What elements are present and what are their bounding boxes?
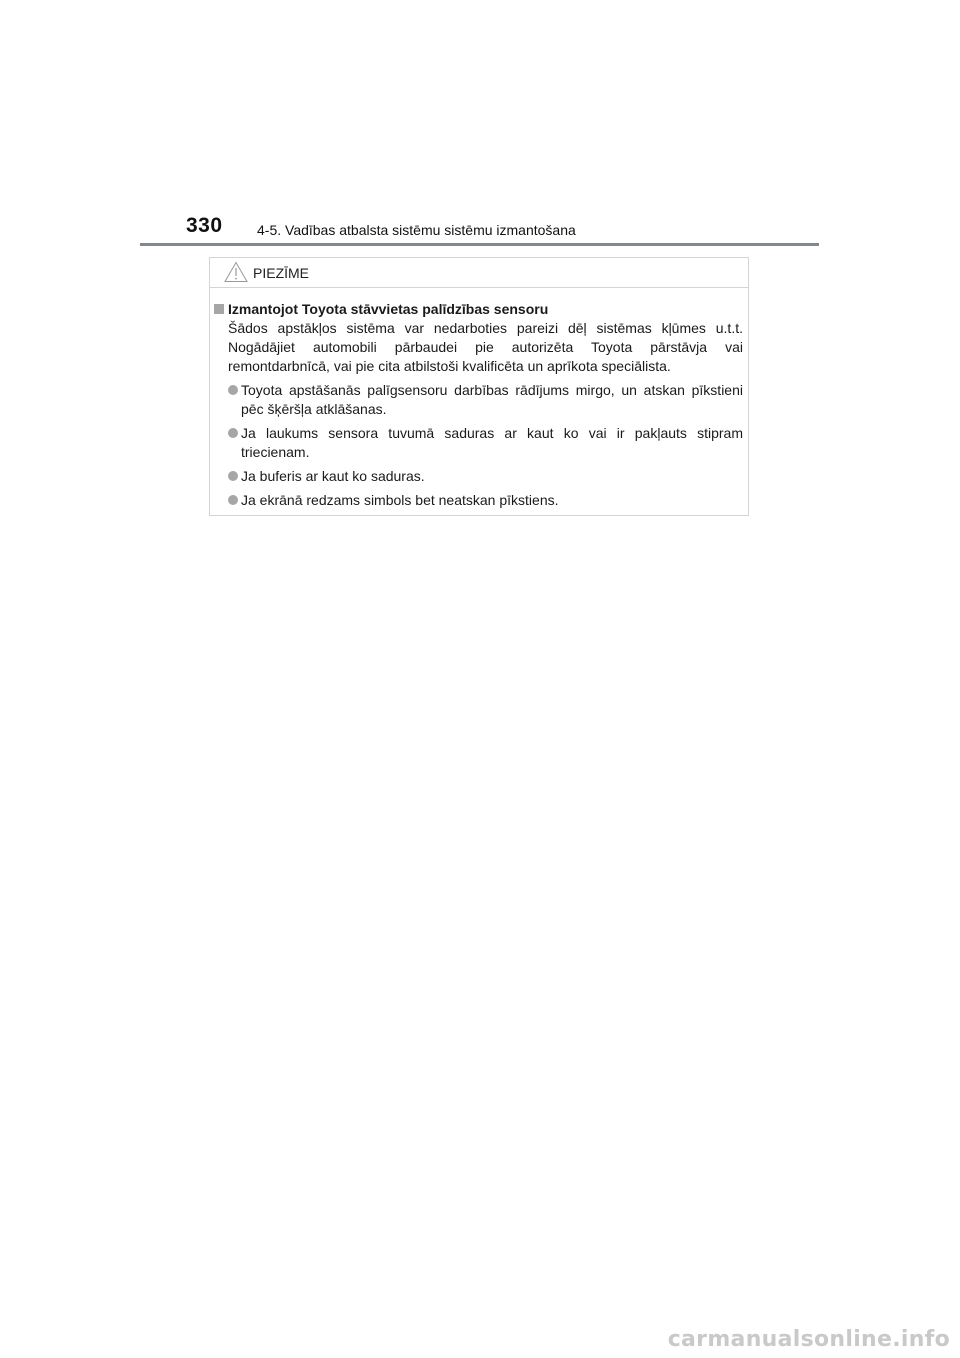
- notice-heading: Izmantojot Toyota stāvvietas palīdzības sensoru: [228, 301, 549, 317]
- list-item-text: Toyota apstāšanās palīgsensoru darbības rādījums mirgo, un atskan pīkstieni pēc šķēršļa atklāšanas.: [241, 382, 743, 417]
- list-item-text: Ja laukums sensora tuvumā saduras ar kaut ko vai ir pakļauts stipram triecienam.: [241, 425, 743, 460]
- bullet-dot-icon: [228, 385, 238, 395]
- notice-paragraph: Šādos apstākļos sistēma var nedarboties pareizi dēļ sistēmas kļūmes u.t.t. Nogādājiet automobili pārbaudei pie autorizēta Toyota pārstāvja vai remontdarbnīcā, vai pie cita atbilstoši kvalificēta un aprīkota speciālista.: [228, 320, 743, 374]
- bullet-dot-icon: [228, 471, 238, 481]
- list-item: [228, 491, 743, 510]
- bullet-dot-icon: [228, 428, 238, 438]
- notice-heading-row: [213, 300, 743, 319]
- notice-box: [209, 257, 749, 516]
- list-item-text: Ja ekrānā redzams simbols bet neatskan pīkstiens.: [241, 492, 559, 508]
- notice-header: [210, 258, 748, 288]
- section-title: 4-5. Vadības atbalsta sistēmu sistēmu izmantošana: [257, 222, 576, 238]
- list-item-text: Ja buferis ar kaut ko saduras.: [241, 468, 425, 484]
- warning-triangle-icon: [224, 261, 248, 283]
- notice-body: [213, 300, 743, 510]
- header-rule: [140, 243, 819, 246]
- square-bullet-icon: [214, 304, 224, 314]
- list-item: [228, 424, 743, 462]
- notice-label: PIEZĪME: [253, 265, 310, 281]
- bullet-dot-icon: [228, 495, 238, 505]
- watermark-logo: carmanualsonline.info: [667, 1327, 950, 1352]
- page-number: 330: [186, 214, 223, 237]
- list-item: [228, 381, 743, 419]
- list-item: [228, 467, 743, 486]
